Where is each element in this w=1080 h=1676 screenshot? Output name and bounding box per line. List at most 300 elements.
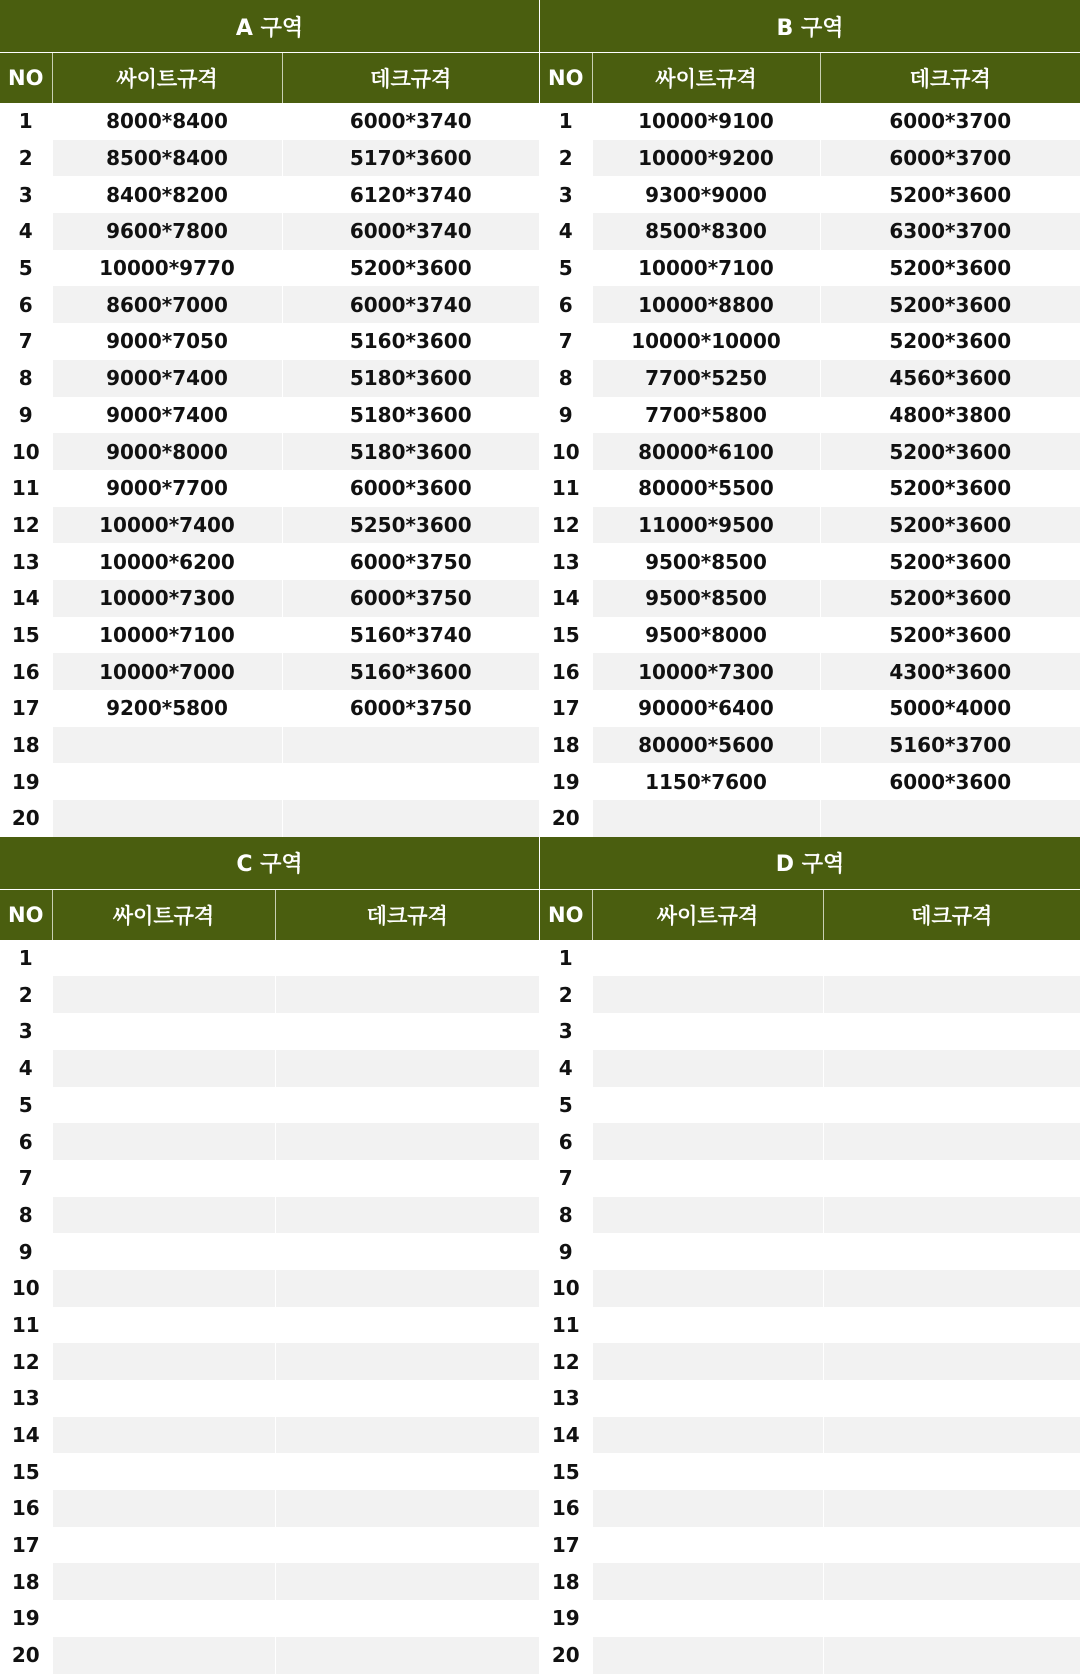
row-number: 13 — [540, 1380, 592, 1417]
site-size — [52, 1453, 275, 1490]
site-size — [52, 800, 282, 837]
deck-size — [275, 1087, 539, 1124]
table-row — [540, 213, 1080, 250]
table-row — [540, 140, 1080, 177]
table-row — [0, 1637, 539, 1674]
site-size — [592, 800, 820, 837]
deck-size: 4300*3600 — [820, 653, 1080, 690]
table-row — [0, 1600, 539, 1637]
table-row — [0, 1417, 539, 1454]
site-size — [592, 1270, 823, 1307]
site-size: 10000*7100 — [592, 250, 820, 287]
site-size — [52, 1307, 275, 1344]
deck-size — [823, 1160, 1080, 1197]
table-row — [0, 1527, 539, 1564]
table-row — [540, 1600, 1080, 1637]
deck-size — [275, 1013, 539, 1050]
deck-size — [275, 1490, 539, 1527]
row-number: 15 — [540, 1453, 592, 1490]
row-number: 4 — [540, 1050, 592, 1087]
zone-b-title: B 구역 — [540, 0, 1080, 53]
site-size — [52, 976, 275, 1013]
site-size — [592, 1490, 823, 1527]
deck-size: 5200*3600 — [820, 176, 1080, 213]
site-size: 8500*8400 — [52, 140, 282, 177]
zone-a-title: A 구역 — [0, 0, 539, 53]
zone-a-body — [0, 103, 539, 837]
deck-size — [275, 1233, 539, 1270]
row-number: 10 — [0, 1270, 52, 1307]
site-size: 9000*7400 — [52, 397, 282, 434]
deck-size: 5200*3600 — [820, 507, 1080, 544]
deck-size: 6000*3600 — [820, 763, 1080, 800]
header-no: NO — [0, 53, 52, 103]
deck-size: 5180*3600 — [282, 397, 539, 434]
site-size: 9500*8000 — [592, 617, 820, 654]
site-size — [592, 976, 823, 1013]
deck-size — [823, 1270, 1080, 1307]
site-size: 10000*7400 — [52, 507, 282, 544]
row-number: 10 — [540, 433, 592, 470]
row-number: 5 — [0, 250, 52, 287]
zone-c-table — [0, 890, 539, 1674]
row-number: 6 — [540, 286, 592, 323]
site-size — [52, 1197, 275, 1234]
table-row — [540, 940, 1080, 977]
deck-size — [275, 1563, 539, 1600]
site-size: 10000*7300 — [592, 653, 820, 690]
row-number: 1 — [0, 940, 52, 977]
site-size — [52, 1490, 275, 1527]
row-number: 4 — [540, 213, 592, 250]
table-row — [0, 653, 539, 690]
row-number: 12 — [0, 1343, 52, 1380]
table-row — [540, 323, 1080, 360]
row-number: 8 — [540, 1197, 592, 1234]
zone-c — [0, 837, 540, 1674]
row-number: 8 — [540, 360, 592, 397]
site-size: 80000*5500 — [592, 470, 820, 507]
deck-size — [823, 1013, 1080, 1050]
site-size — [592, 1160, 823, 1197]
table-row — [0, 1160, 539, 1197]
table-row — [540, 800, 1080, 837]
site-size: 10000*8800 — [592, 286, 820, 323]
row-number: 9 — [540, 397, 592, 434]
row-number: 16 — [540, 653, 592, 690]
deck-size: 5180*3600 — [282, 360, 539, 397]
row-number: 10 — [0, 433, 52, 470]
deck-size — [823, 1563, 1080, 1600]
table-row — [0, 286, 539, 323]
row-number: 18 — [540, 1563, 592, 1600]
deck-size — [275, 976, 539, 1013]
table-row — [0, 1270, 539, 1307]
table-row — [540, 543, 1080, 580]
site-size — [592, 1527, 823, 1564]
deck-size — [823, 1417, 1080, 1454]
site-size: 10000*7300 — [52, 580, 282, 617]
deck-size: 6000*3600 — [282, 470, 539, 507]
deck-size — [275, 1417, 539, 1454]
deck-size — [282, 763, 539, 800]
zone-c-body — [0, 940, 539, 1674]
site-size: 90000*6400 — [592, 690, 820, 727]
deck-size — [275, 1270, 539, 1307]
site-size: 9600*7800 — [52, 213, 282, 250]
table-row — [540, 1233, 1080, 1270]
row-number: 2 — [540, 976, 592, 1013]
row-number: 11 — [540, 1307, 592, 1344]
table-row — [0, 1490, 539, 1527]
table-row — [540, 470, 1080, 507]
site-size: 9000*7400 — [52, 360, 282, 397]
site-size — [592, 1087, 823, 1124]
table-row — [540, 1087, 1080, 1124]
deck-size — [275, 1600, 539, 1637]
site-size: 9300*9000 — [592, 176, 820, 213]
row-number: 12 — [540, 507, 592, 544]
deck-size — [823, 1087, 1080, 1124]
deck-size: 5200*3600 — [820, 543, 1080, 580]
table-row — [540, 976, 1080, 1013]
deck-size: 5200*3600 — [820, 323, 1080, 360]
zone-b-table — [540, 53, 1080, 837]
row-number: 1 — [540, 940, 592, 977]
table-row — [0, 250, 539, 287]
site-size — [52, 727, 282, 764]
table-row — [0, 360, 539, 397]
header-site: 싸이트규격 — [52, 890, 275, 940]
row-number: 12 — [540, 1343, 592, 1380]
table-row — [0, 1123, 539, 1160]
table-row — [0, 1380, 539, 1417]
header-site: 싸이트규격 — [592, 890, 823, 940]
table-row — [540, 250, 1080, 287]
row-number: 3 — [540, 1013, 592, 1050]
table-row — [0, 1343, 539, 1380]
deck-size: 6000*3740 — [282, 286, 539, 323]
site-size — [592, 940, 823, 977]
site-size: 8000*8400 — [52, 103, 282, 140]
deck-size: 6000*3700 — [820, 140, 1080, 177]
table-row — [0, 543, 539, 580]
row-number: 15 — [540, 617, 592, 654]
deck-size — [282, 800, 539, 837]
deck-size: 6000*3750 — [282, 543, 539, 580]
row-number: 5 — [0, 1087, 52, 1124]
site-size: 10000*9770 — [52, 250, 282, 287]
deck-size — [823, 1123, 1080, 1160]
row-number: 11 — [0, 1307, 52, 1344]
deck-size: 6000*3700 — [820, 103, 1080, 140]
table-row — [540, 1270, 1080, 1307]
header-no: NO — [540, 890, 592, 940]
row-number: 1 — [540, 103, 592, 140]
table-row — [540, 1307, 1080, 1344]
table-row — [0, 1050, 539, 1087]
table-row — [0, 940, 539, 977]
row-number: 8 — [0, 1197, 52, 1234]
table-row — [540, 176, 1080, 213]
table-row — [0, 470, 539, 507]
row-number: 18 — [0, 727, 52, 764]
row-number: 7 — [0, 323, 52, 360]
site-size — [592, 1563, 823, 1600]
row-number: 7 — [0, 1160, 52, 1197]
deck-size — [823, 1453, 1080, 1490]
deck-size — [823, 1233, 1080, 1270]
table-row — [540, 507, 1080, 544]
row-number: 14 — [0, 580, 52, 617]
table-row — [0, 1307, 539, 1344]
deck-size — [823, 1380, 1080, 1417]
table-row — [0, 103, 539, 140]
table-row — [0, 397, 539, 434]
table-row — [0, 176, 539, 213]
row-number: 2 — [0, 976, 52, 1013]
site-size — [52, 1637, 275, 1674]
site-size: 80000*5600 — [592, 727, 820, 764]
row-number: 5 — [540, 1087, 592, 1124]
table-row — [0, 617, 539, 654]
row-number: 17 — [0, 1527, 52, 1564]
site-size — [52, 1527, 275, 1564]
site-size: 10000*7100 — [52, 617, 282, 654]
table-row — [0, 140, 539, 177]
row-number: 11 — [0, 470, 52, 507]
site-size: 9500*8500 — [592, 580, 820, 617]
site-size — [52, 1087, 275, 1124]
row-number: 18 — [540, 727, 592, 764]
zone-b-body — [540, 103, 1080, 837]
row-number: 6 — [540, 1123, 592, 1160]
header-deck: 데크규격 — [820, 53, 1080, 103]
table-row — [540, 360, 1080, 397]
site-size — [52, 1160, 275, 1197]
header-deck: 데크규격 — [282, 53, 539, 103]
row-number: 16 — [0, 1490, 52, 1527]
table-row — [0, 507, 539, 544]
deck-size: 6120*3740 — [282, 176, 539, 213]
row-number: 8 — [0, 360, 52, 397]
row-number: 16 — [0, 653, 52, 690]
site-size — [592, 1233, 823, 1270]
table-row — [540, 1637, 1080, 1674]
deck-size: 5200*3600 — [820, 250, 1080, 287]
table-row — [540, 1453, 1080, 1490]
table-row — [540, 1160, 1080, 1197]
table-row — [0, 1087, 539, 1124]
row-number: 4 — [0, 213, 52, 250]
site-size — [52, 1013, 275, 1050]
row-number: 6 — [0, 286, 52, 323]
row-number: 16 — [540, 1490, 592, 1527]
row-number: 3 — [540, 176, 592, 213]
site-size: 9000*7700 — [52, 470, 282, 507]
deck-size — [823, 1637, 1080, 1674]
table-row — [0, 323, 539, 360]
header-site: 싸이트규격 — [52, 53, 282, 103]
site-size: 10000*10000 — [592, 323, 820, 360]
row-number: 9 — [0, 1233, 52, 1270]
table-row — [540, 1380, 1080, 1417]
deck-size: 5200*3600 — [820, 470, 1080, 507]
row-number: 11 — [540, 470, 592, 507]
site-size: 80000*6100 — [592, 433, 820, 470]
row-number: 4 — [0, 1050, 52, 1087]
deck-size: 5250*3600 — [282, 507, 539, 544]
table-row — [540, 763, 1080, 800]
row-number: 15 — [0, 617, 52, 654]
deck-size — [823, 1600, 1080, 1637]
site-size: 8500*8300 — [592, 213, 820, 250]
row-number: 9 — [0, 397, 52, 434]
row-number: 17 — [0, 690, 52, 727]
table-row — [540, 103, 1080, 140]
site-size — [592, 1380, 823, 1417]
site-size — [52, 1343, 275, 1380]
row-number: 10 — [540, 1270, 592, 1307]
row-number: 12 — [0, 507, 52, 544]
table-row — [540, 580, 1080, 617]
table-row — [540, 1123, 1080, 1160]
zone-d-table — [540, 890, 1080, 1674]
site-size: 9000*8000 — [52, 433, 282, 470]
site-size: 10000*6200 — [52, 543, 282, 580]
zone-d-body — [540, 940, 1080, 1674]
deck-size — [275, 1453, 539, 1490]
row-number: 2 — [540, 140, 592, 177]
row-number: 20 — [0, 800, 52, 837]
deck-size: 5200*3600 — [820, 286, 1080, 323]
site-size — [592, 1050, 823, 1087]
site-size: 9500*8500 — [592, 543, 820, 580]
row-number: 13 — [0, 543, 52, 580]
deck-size — [275, 1123, 539, 1160]
deck-size: 4800*3800 — [820, 397, 1080, 434]
table-row — [0, 690, 539, 727]
header-no: NO — [540, 53, 592, 103]
table-row — [540, 1197, 1080, 1234]
deck-size: 5200*3600 — [820, 617, 1080, 654]
deck-size — [275, 1380, 539, 1417]
zone-a-table — [0, 53, 539, 837]
site-size — [52, 940, 275, 977]
site-size — [52, 1563, 275, 1600]
deck-size — [823, 940, 1080, 977]
deck-size: 5160*3600 — [282, 323, 539, 360]
deck-size: 5160*3600 — [282, 653, 539, 690]
row-number: 20 — [540, 800, 592, 837]
deck-size — [823, 1490, 1080, 1527]
header-site: 싸이트규격 — [592, 53, 820, 103]
zone-c-title: C 구역 — [0, 837, 539, 890]
site-size — [592, 1307, 823, 1344]
table-row — [0, 433, 539, 470]
table-row — [540, 690, 1080, 727]
table-row — [0, 1563, 539, 1600]
deck-size — [275, 1197, 539, 1234]
deck-size — [823, 1050, 1080, 1087]
site-size: 11000*9500 — [592, 507, 820, 544]
table-row — [0, 800, 539, 837]
site-size: 9200*5800 — [52, 690, 282, 727]
site-size — [52, 1380, 275, 1417]
row-number: 19 — [540, 763, 592, 800]
site-size — [592, 1343, 823, 1380]
table-row — [540, 1490, 1080, 1527]
site-size — [592, 1197, 823, 1234]
site-size — [52, 1233, 275, 1270]
deck-size: 6000*3740 — [282, 213, 539, 250]
row-number: 15 — [0, 1453, 52, 1490]
row-number: 5 — [540, 250, 592, 287]
site-size — [52, 1417, 275, 1454]
row-number: 1 — [0, 103, 52, 140]
table-row — [540, 727, 1080, 764]
site-size — [592, 1417, 823, 1454]
site-size — [52, 1050, 275, 1087]
table-row — [540, 1050, 1080, 1087]
deck-size — [823, 976, 1080, 1013]
row-number: 13 — [0, 1380, 52, 1417]
row-number: 14 — [0, 1417, 52, 1454]
site-size — [52, 1270, 275, 1307]
zone-d-title: D 구역 — [540, 837, 1080, 890]
zone-d — [540, 837, 1080, 1674]
header-deck: 데크규격 — [823, 890, 1080, 940]
deck-size: 4560*3600 — [820, 360, 1080, 397]
deck-size — [275, 1050, 539, 1087]
row-number: 2 — [0, 140, 52, 177]
table-row — [0, 1453, 539, 1490]
deck-size: 5180*3600 — [282, 433, 539, 470]
table-row — [0, 1197, 539, 1234]
site-size: 7700*5250 — [592, 360, 820, 397]
table-row — [0, 1233, 539, 1270]
deck-size: 5000*4000 — [820, 690, 1080, 727]
row-number: 7 — [540, 323, 592, 360]
deck-size — [275, 1160, 539, 1197]
table-row — [0, 727, 539, 764]
deck-size — [275, 940, 539, 977]
table-row — [540, 653, 1080, 690]
row-number: 18 — [0, 1563, 52, 1600]
site-size — [52, 1123, 275, 1160]
site-size: 9000*7050 — [52, 323, 282, 360]
table-row — [0, 976, 539, 1013]
table-row — [0, 213, 539, 250]
deck-size — [823, 1527, 1080, 1564]
site-size — [592, 1637, 823, 1674]
deck-size — [823, 1343, 1080, 1380]
table-row — [540, 1417, 1080, 1454]
site-size: 1150*7600 — [592, 763, 820, 800]
row-number: 17 — [540, 1527, 592, 1564]
row-number: 20 — [0, 1637, 52, 1674]
table-row — [540, 286, 1080, 323]
site-size — [52, 763, 282, 800]
site-size: 10000*7000 — [52, 653, 282, 690]
site-size: 8600*7000 — [52, 286, 282, 323]
row-number: 14 — [540, 1417, 592, 1454]
table-row — [540, 617, 1080, 654]
table-row — [540, 1563, 1080, 1600]
deck-size — [823, 1197, 1080, 1234]
zone-b — [540, 0, 1080, 837]
deck-size — [275, 1307, 539, 1344]
